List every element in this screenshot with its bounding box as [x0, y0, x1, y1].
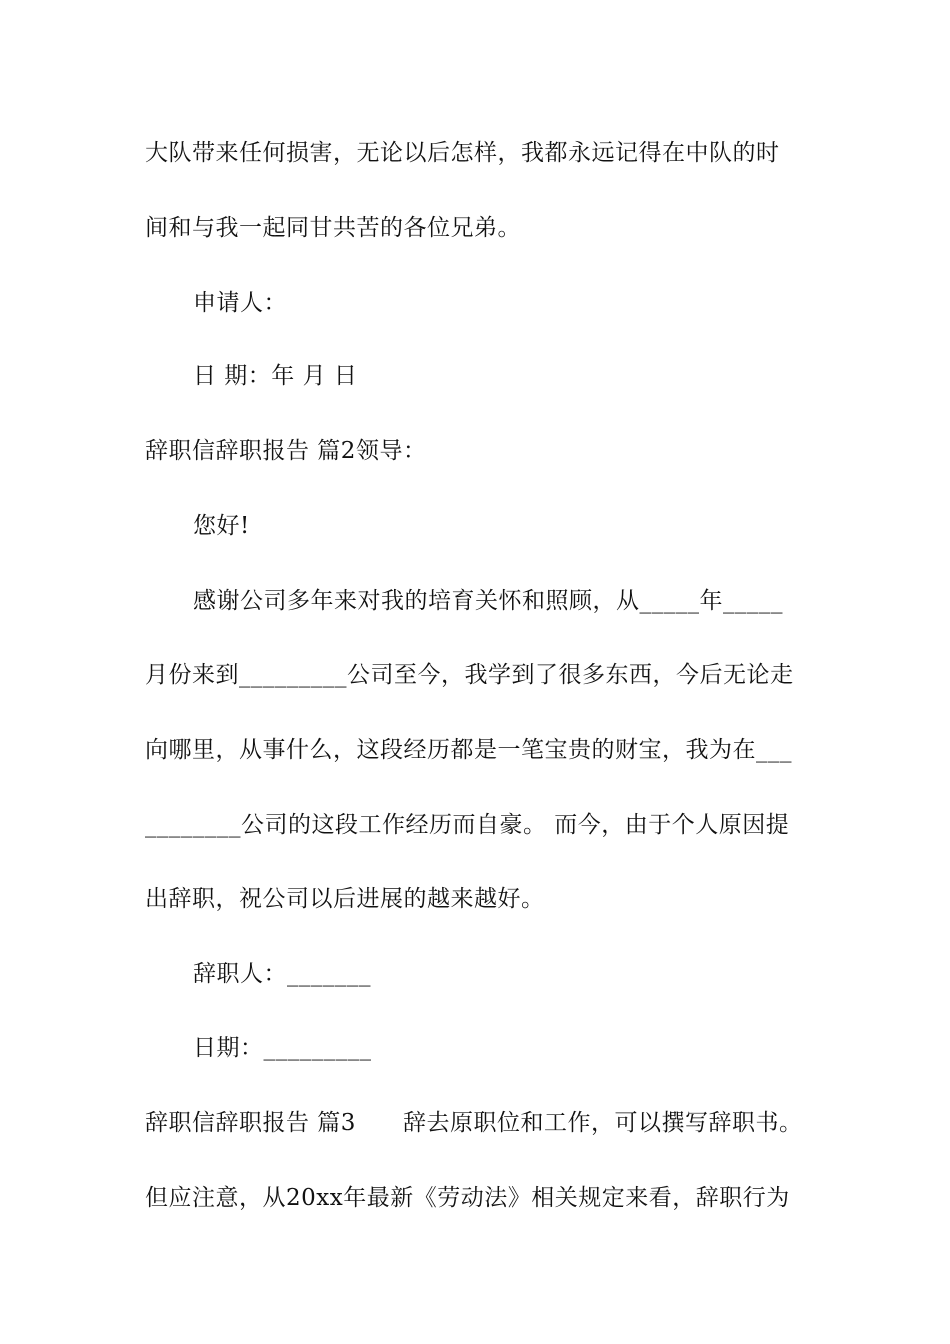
resigner-label: 辞职人：_______ [193, 961, 371, 987]
paragraph-line: ________公司的这段工作经历而自豪。 而今，由于个人原因提 [145, 812, 790, 838]
paragraph-line: 出辞职，祝公司以后进展的越来越好。 [145, 886, 545, 912]
paragraph-line: 但应注意，从20xx年最新《劳动法》相关规定来看，辞职行为 [145, 1185, 790, 1211]
paragraph-line: 向哪里，从事什么，这段经历都是一笔宝贵的财宝，我为在___ [145, 737, 792, 763]
section-heading: 辞职信辞职报告 篇2领导： [145, 438, 427, 464]
section-heading: 辞职信辞职报告 篇3 辞去原职位和工作，可以撰写辞职书。 [145, 1110, 803, 1136]
paragraph-line: 月份来到_________公司至今，我学到了很多东西，今后无论走 [145, 662, 794, 688]
paragraph-line: 感谢公司多年来对我的培育关怀和照顾，从_____年_____ [193, 588, 783, 614]
paragraph-line: 间和与我一起同甘共苦的各位兄弟。 [145, 215, 521, 241]
date-label: 日 期：年 月 日 [193, 363, 358, 389]
applicant-label: 申请人： [193, 290, 287, 316]
paragraph-line: 大队带来任何损害，无论以后怎样，我都永远记得在中队的时 [145, 140, 780, 166]
greeting: 您好! [193, 513, 250, 539]
date-field-label: 日期：_________ [193, 1035, 372, 1061]
